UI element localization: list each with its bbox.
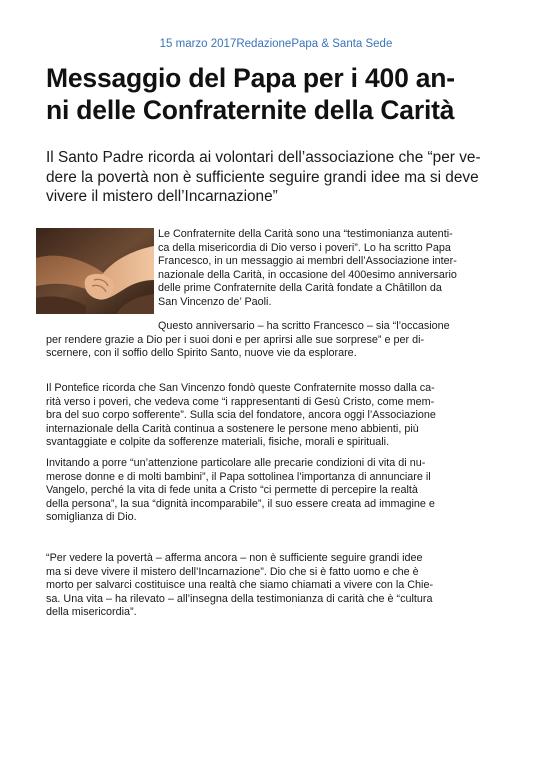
paragraph-line: bra del suo corpo sofferente”. Sulla scia del fondatore, ancora oggi l’Associazione	[46, 409, 436, 422]
hands-photo-icon	[36, 228, 154, 314]
meta-category[interactable]: Papa & Santa Sede	[291, 38, 393, 50]
article-image	[36, 228, 154, 314]
paragraph-line: San Vincenzo de’ Paoli.	[158, 295, 272, 308]
paragraph-line: nazionale della Carità, in occasione del 400esimo anniversario	[158, 268, 457, 281]
paragraph-line: Vangelo, perché la vita di fede unita a Cristo “ci permette di percepire la realtà	[46, 484, 418, 497]
meta-author[interactable]: Redazione	[236, 38, 292, 50]
paragraph-line: internazionale della Carità continua a sostenere le persone meno abbienti, più	[46, 422, 419, 435]
paragraph-line: merose donne e di molti bambini”, il Papa sottolinea l’importanza di annunciare il	[46, 470, 431, 483]
paragraph-line: ca della misericordia di Dio verso i poveri”. Lo ha scritto Papa	[158, 241, 451, 254]
paragraph-line: della persona”, la sua “dignità incomparabile”, il suo essere creata ad immagine e	[46, 497, 435, 510]
article-lead	[46, 148, 516, 207]
paragraph-line: ma si deve vivere il mistero dell’Incarnazione”. Dio che si è fatto uomo e che è	[46, 565, 419, 578]
article-title	[46, 62, 516, 126]
paragraph-line: svantaggiate e colpite da sofferenze materiali, fisiche, morali e spirituali.	[46, 436, 390, 449]
paragraph-line: per rendere grazie a Dio per i suoi doni e per aprirsi alle sue sorprese” e per di-	[46, 333, 425, 346]
paragraph	[46, 320, 516, 361]
paragraph-line: Invitando a porre “un’attenzione particolare alle precarie condizioni di vita di nu-	[46, 457, 426, 469]
paragraph	[46, 457, 516, 525]
paragraph-line: scernere, con il soffio dello Spirito Santo, nuove vie da esplorare.	[46, 347, 357, 360]
paragraph-line: rità verso i poveri, che vedeva come “i rappresentanti di Gesù Cristo, come mem-	[46, 395, 435, 408]
paragraph-line: della misericordia”.	[46, 606, 137, 619]
paragraph	[46, 382, 516, 450]
paragraph-line: Questo anniversario – ha scritto Francesco – sia “l’occasione	[158, 320, 450, 332]
paragraph-line: “Per vedere la povertà – afferma ancora – non è sufficiente seguire grandi idee	[46, 552, 423, 564]
lead-line: Il Santo Padre ricorda ai volontari dell’associazione che “per ve-	[46, 149, 481, 166]
paragraph-line: Le Confraternite della Carità sono una “testimonianza autenti-	[158, 228, 453, 240]
paragraph-line: morto per salvarci costituisce una realtà che siamo chiamati a vivere con la Chie-	[46, 579, 434, 592]
meta-date: 15 marzo 2017	[159, 38, 237, 50]
paragraph-line: delle prime Confraternite della Carità fondate a Châtillon da	[158, 282, 442, 295]
paragraph	[46, 552, 516, 620]
paragraph-line: Francesco, in un messaggio ai membri dell’Associazione inter-	[158, 255, 457, 268]
article-meta	[0, 38, 552, 50]
paragraph	[158, 228, 516, 310]
title-line: ni delle Confraternite della Carità	[46, 95, 455, 125]
paragraph-line: somiglianza di Dio.	[46, 511, 137, 524]
lead-line: vivere il mistero dell’Incarnazione”	[46, 188, 278, 205]
paragraph-line: sa. Una vita – ha rilevato – all’insegna della testimonianza di carità che è “cultura	[46, 592, 433, 605]
paragraph-line: Il Pontefice ricorda che San Vincenzo fondò queste Confraternite mosso dalla ca-	[46, 382, 435, 394]
title-line: Messaggio del Papa per i 400 an-	[46, 63, 455, 93]
lead-line: dere la povertà non è sufficiente seguire grandi idee ma si deve	[46, 168, 479, 186]
